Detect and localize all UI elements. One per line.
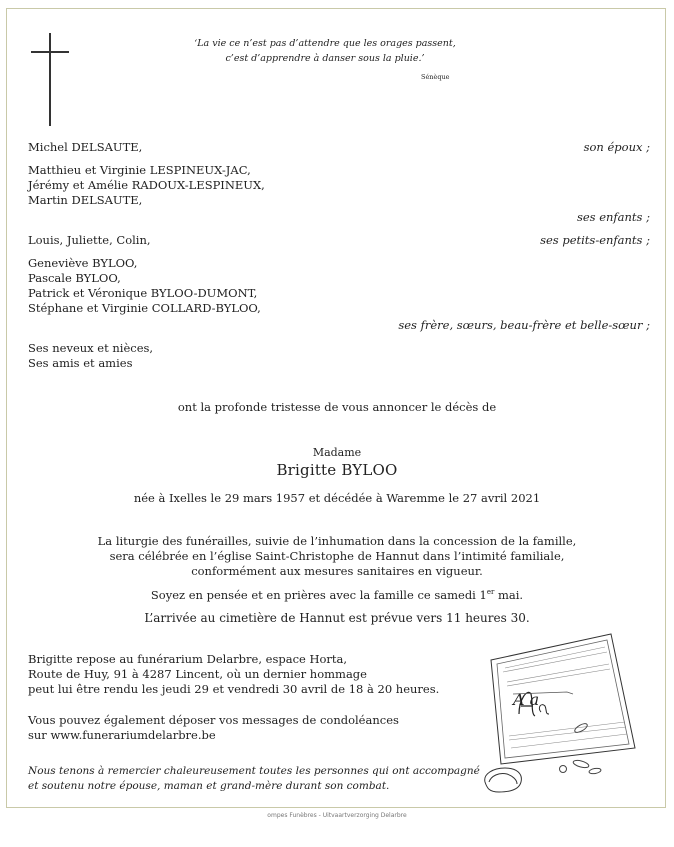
condolences-info: Vous pouvez également déposer vos messages de condoléances sur www.funerariumdelarbre.be xyxy=(28,713,399,742)
siblings-role: ses frère, sœurs, beau-frère et belle-sœur ; xyxy=(398,318,650,332)
spouse-name: Michel DELSAUTE, xyxy=(28,140,143,154)
spouse-role: son époux ; xyxy=(583,140,650,154)
children-list xyxy=(28,163,265,208)
children-role: ses enfants ; xyxy=(576,210,650,224)
board-text: A a xyxy=(513,690,540,709)
grandchildren-names: Louis, Juliette, Colin, xyxy=(28,233,151,247)
prayer-notice: Soyez en pensée et en prières avec la famille ce samedi 1er mai. xyxy=(150,588,524,602)
quote-author: Sénèque xyxy=(421,73,450,81)
list-item: Martin DELSAUTE, xyxy=(28,193,143,207)
cemetery-arrival: L’arrivée au cimetière de Hannut est prévue vers 11 heures 30. xyxy=(144,611,530,625)
funeral-details: La liturgie des funérailles, suivie de l’inhumation dans la concession de la famille, sera célébrée en l’église Saint-Christophe de Hannut dans l’intimité familiale, conformément aux mesures sanitaires en vigueur. xyxy=(97,534,577,578)
epigraph-quote: ‘La vie ce n’est pas d’attendre que les orages passent, c’est d’apprendre à danser sous la pluie.’ xyxy=(194,38,456,64)
grandchildren-role: ses petits-enfants ; xyxy=(540,233,650,247)
list-item: Geneviève BYLOO, xyxy=(28,256,138,270)
list-item: Patrick et Véronique BYLOO-DUMONT, xyxy=(28,286,258,300)
list-item: Ses neveux et nièces, xyxy=(28,341,154,355)
deceased-name: Brigitte BYLOO xyxy=(276,461,398,479)
deceased-title: Madame xyxy=(312,446,362,459)
list-item: Matthieu et Virginie LESPINEUX-JAC, xyxy=(28,163,251,177)
list-item: Pascale BYLOO, xyxy=(28,271,121,285)
list-item: Jérémy et Amélie RADOUX-LESPINEUX, xyxy=(28,178,265,192)
visit-info: Brigitte repose au funérarium Delarbre, espace Horta, Route de Huy, 91 à 4287 Lincent, où un dernier hommage peut lui être rendu les jeudi 29 et vendredi 30 avril de 18 à 20 heures. xyxy=(28,652,440,696)
chalk-dot xyxy=(560,766,567,773)
announcement-text: ont la profonde tristesse de vous annoncer le décès de xyxy=(177,400,497,414)
thanks-note: Nous tenons à remercier chaleureusement toutes les personnes qui ont accompagné et soutenu notre épouse, maman et grand-mère durant son combat. xyxy=(28,765,480,792)
siblings-list xyxy=(28,256,261,316)
chalkboard-illustration xyxy=(483,630,643,800)
deceased-dates: née à Ixelles le 29 mars 1957 et décédée à Waremme le 27 avril 2021 xyxy=(133,491,541,505)
list-item: Stéphane et Virginie COLLARD-BYLOO, xyxy=(28,301,261,315)
others-list xyxy=(28,341,153,371)
list-item: Ses amis et amies xyxy=(28,356,133,370)
footer-credit: ompes Funèbres - Uitvaartverzorging Delarbre xyxy=(267,812,407,819)
